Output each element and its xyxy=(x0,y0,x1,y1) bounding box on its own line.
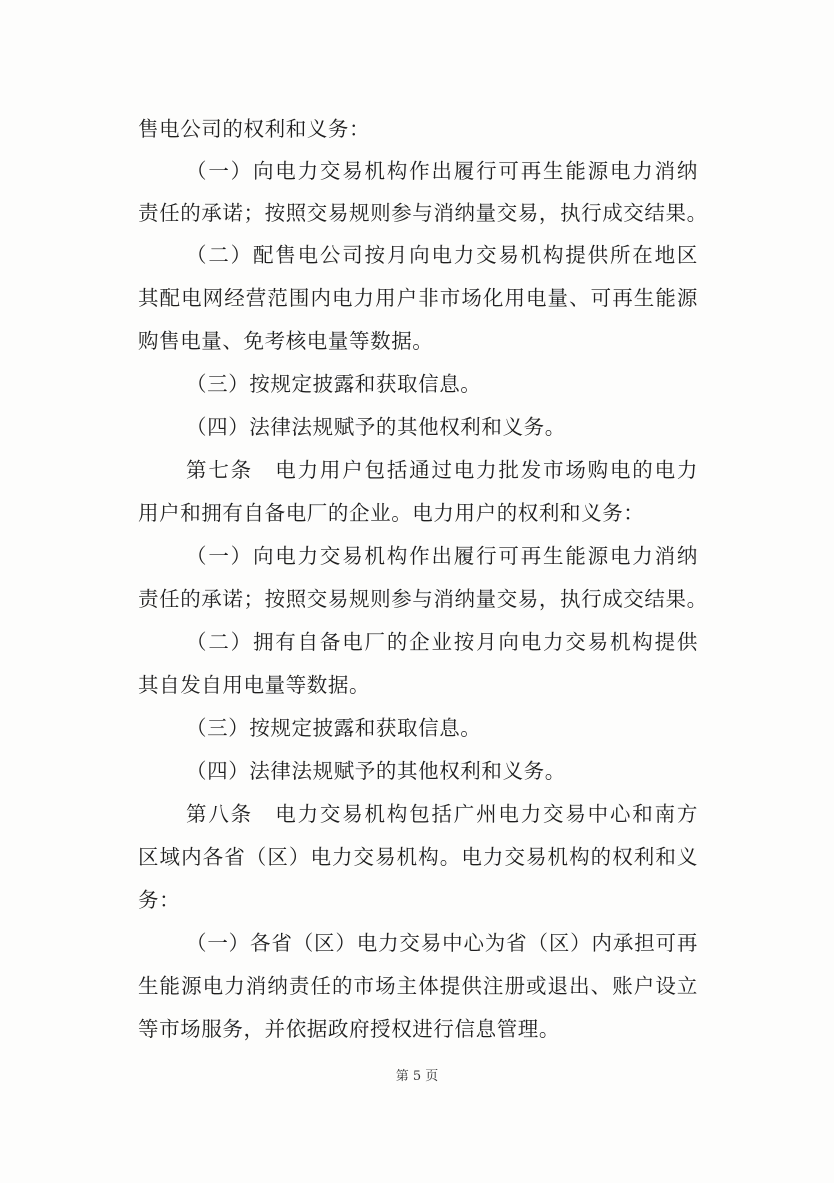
text-line: 责任的承诺；按照交易规则参与消纳量交易，执行成交结果。 xyxy=(138,201,708,225)
text-line: （一）向电力交易机构作出履行可再生能源电力消纳 xyxy=(186,159,698,183)
text-line: 务： xyxy=(138,888,181,912)
text-line: 其自发自用电量等数据。 xyxy=(138,673,371,697)
text-line: 售电公司的权利和义务： xyxy=(138,117,371,141)
text-line: 其配电网经营范围内电力用户非市场化用电量、可再生能源 xyxy=(138,286,698,310)
text-line: （二）配售电公司按月向电力交易机构提供所在地区 xyxy=(186,243,698,267)
text-line: 等市场服务，并依据政府授权进行信息管理。 xyxy=(138,1017,560,1041)
text-line: （四）法律法规赋予的其他权利和义务。 xyxy=(186,415,566,439)
article-heading-line: 第八条 电力交易机构包括广州电力交易中心和南方 xyxy=(186,802,698,826)
text-line: （一）各省（区）电力交易中心为省（区）内承担可再 xyxy=(186,931,698,955)
text-line: 用户和拥有自备电厂的企业。电力用户的权利和义务： xyxy=(138,501,645,525)
text-line: 生能源电力消纳责任的市场主体提供注册或退出、账户设立 xyxy=(138,974,698,998)
text-line: （四）法律法规赋予的其他权利和义务。 xyxy=(186,759,566,783)
text-line: 区域内各省（区）电力交易机构。电力交易机构的权利和义 xyxy=(138,845,698,869)
text-line: （二）拥有自备电厂的企业按月向电力交易机构提供 xyxy=(186,630,698,654)
text-line: 责任的承诺；按照交易规则参与消纳量交易，执行成交结果。 xyxy=(138,587,708,611)
text-line: （三）按规定披露和获取信息。 xyxy=(186,372,482,396)
text-line: （三）按规定披露和获取信息。 xyxy=(186,716,482,740)
page-number: 第 5 页 xyxy=(395,1069,439,1084)
article-heading-line: 第七条 电力用户包括通过电力批发市场购电的电力 xyxy=(186,458,698,482)
text-line: （一）向电力交易机构作出履行可再生能源电力消纳 xyxy=(186,544,698,568)
text-line: 购售电量、免考核电量等数据。 xyxy=(138,329,434,353)
